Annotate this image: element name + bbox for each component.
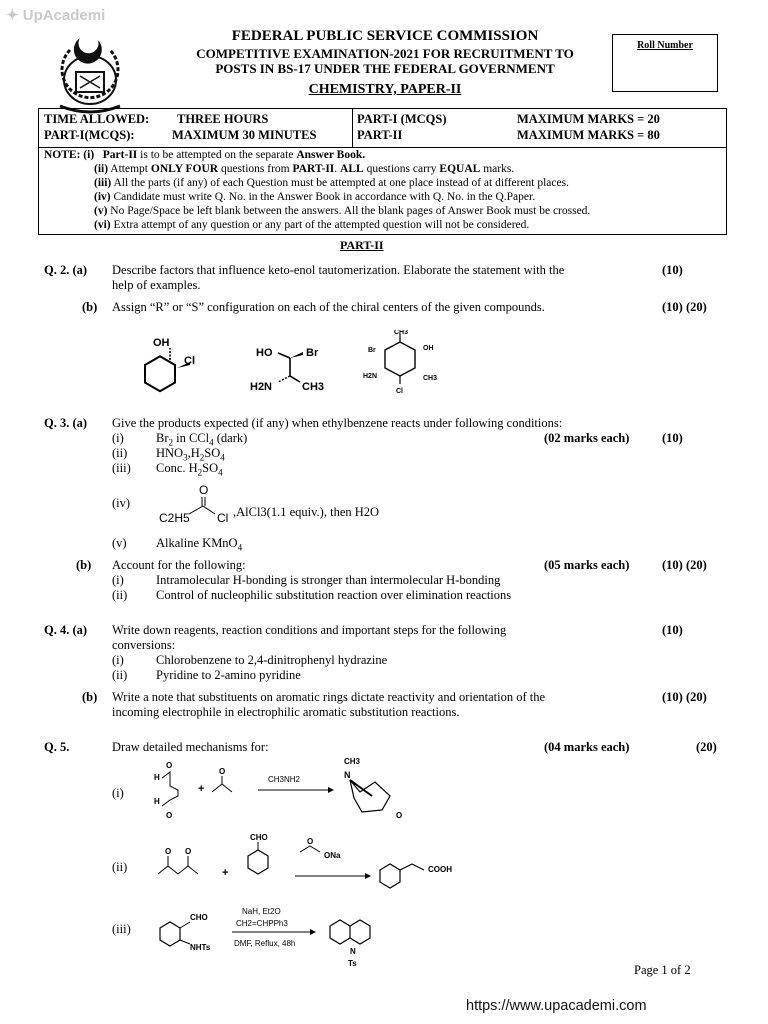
- q3b-i-label: (i): [112, 573, 124, 587]
- exam-info-row: [39, 109, 726, 148]
- watermark-text: UpAcademi: [22, 7, 106, 24]
- q2b-label: (b): [82, 300, 98, 314]
- label-oh-2: OH: [423, 345, 434, 352]
- label-ona: ONa: [324, 851, 341, 860]
- q3b-ii-text: Control of nucleophilic substitution reaction over elimination reactions: [156, 588, 512, 602]
- part1-marks: MAXIMUM MARKS = 20: [517, 112, 660, 126]
- q4a-text-line1: Write down reagents, reaction conditions and important steps for the following: [112, 623, 507, 637]
- q2a-marks: (10): [662, 263, 683, 277]
- label-ch3nh2: CH3NH2: [268, 775, 301, 784]
- q3b-ii-label: (ii): [112, 588, 128, 602]
- roll-number-box[interactable]: [612, 34, 718, 92]
- label-br: Br: [306, 347, 319, 359]
- time-allowed-label: TIME ALLOWED:: [44, 112, 150, 126]
- label-o-anh2: O: [185, 847, 192, 856]
- plus-sign-2: +: [222, 867, 229, 879]
- q2a-text-line2: help of examples.: [112, 278, 201, 292]
- q3b-marks-each: (05 marks each): [544, 558, 630, 572]
- q2b-marks: (10) (20): [662, 300, 707, 314]
- q3b-text: Account for the following:: [112, 558, 246, 572]
- label-cho-2: CHO: [190, 913, 208, 922]
- exam-info-table: [38, 108, 727, 235]
- page-number: Page 1 of 2: [634, 963, 691, 977]
- exam-title-line2: POSTS IN BS-17 UNDER THE FEDERAL GOVERNMENT: [215, 61, 555, 76]
- label-o-anh1: O: [165, 847, 172, 856]
- q4b-text-line1: Write a note that substituents on aromatic rings dictate reactivity and orientation of the: [112, 690, 546, 704]
- q5-text: Draw detailed mechanisms for:: [112, 740, 269, 754]
- q5-number: Q. 5.: [44, 740, 70, 754]
- q3a-iv-reagent: ,AlCl3(1.1 equiv.), then H2O: [233, 505, 380, 519]
- label-ch3: CH3: [302, 381, 325, 393]
- note-5: (v) No Page/Space be left blank between the answers. All the blank pages of Answer Book must be crossed.: [94, 205, 591, 217]
- label-ts: Ts: [348, 959, 357, 968]
- roll-number-label: Roll Number: [637, 40, 693, 51]
- q5-i-label: (i): [112, 786, 124, 800]
- q5-ii-reaction: [150, 834, 500, 894]
- label-nah: NaH, Et2O: [242, 907, 281, 916]
- exam-title-line1: COMPETITIVE EXAMINATION-2021 FOR RECRUITMENT TO: [196, 46, 574, 61]
- q3b-label: (b): [76, 558, 92, 572]
- label-ch3-right: CH3: [423, 375, 438, 382]
- q3a-v-text: Alkaline KMnO$_4$: [156, 536, 243, 553]
- exam-title: [150, 46, 620, 76]
- q4a-i-label: (i): [112, 653, 124, 667]
- time-allowed-value: THREE HOURS: [177, 112, 269, 126]
- q3b-marks: (10) (20): [662, 558, 707, 572]
- website-link[interactable]: https://www.upacademi.com: [466, 998, 647, 1014]
- label-h-2: H: [154, 797, 160, 806]
- label-dmf: DMF, Reflux, 48h: [234, 939, 296, 948]
- label-o-2: O: [166, 811, 173, 820]
- label-br-2: Br: [368, 347, 376, 354]
- q2b-text: Assign “R” or “S” configuration on each of the chiral centers of the given compounds.: [112, 300, 545, 314]
- label-n: N: [344, 770, 351, 780]
- q3b-i-text: Intramolecular H-bonding is stronger than intermolecular H-bonding: [156, 573, 501, 587]
- part-ii-heading: PART-II: [340, 238, 384, 252]
- q4a-ii-text: Pyridine to 2-amino pyridine: [156, 668, 301, 682]
- table-divider: [352, 109, 353, 147]
- q4b-marks: (10) (20): [662, 690, 707, 704]
- label-cho: CHO: [250, 834, 268, 842]
- note-4: (iv) Candidate must write Q. No. in the Answer Book in accordance with Q. No. in the Q.Paper.: [94, 191, 536, 203]
- q3a-text: Give the products expected (if any) when ethylbenzene reacts under following conditions:: [112, 416, 563, 430]
- q3a-ii-label: (ii): [112, 446, 128, 460]
- q4a-i-text: Chlorobenzene to 2,4-dinitrophenyl hydrazine: [156, 653, 388, 667]
- label-cl-3: Cl: [217, 511, 229, 525]
- propanoyl-chloride-structure: [155, 480, 245, 530]
- amino-alcohol-structure: [250, 347, 324, 393]
- watermark-logo: [6, 6, 105, 24]
- logo-icon: ✦: [6, 7, 19, 24]
- label-oh: OH: [153, 337, 170, 349]
- plus-sign: +: [198, 783, 205, 795]
- q3a-marks: (10): [662, 431, 683, 445]
- q3-number: Q. 3. (a): [44, 416, 88, 430]
- part1-time-value: MAXIMUM 30 MINUTES: [172, 128, 317, 142]
- q5-ii-label: (ii): [112, 860, 128, 874]
- q4a-ii-label: (ii): [112, 668, 128, 682]
- part1-label: PART-I (MCQS): [357, 112, 447, 126]
- q5-marks-each: (04 marks each): [544, 740, 630, 754]
- q4b-text-line2: incoming electrophile in electrophilic aromatic substitution reactions.: [112, 705, 460, 719]
- paper-title: CHEMISTRY, PAPER-II: [308, 82, 462, 97]
- label-ch3-tropinone: CH3: [344, 757, 361, 766]
- note-3: (iii) All the parts (if any) of each Question must be attempted at one place instead of at different places.: [94, 177, 569, 189]
- government-seal-icon: [40, 30, 140, 120]
- label-o-1: O: [166, 761, 173, 770]
- note-1: NOTE: (i) Part-II is to be attempted on the separate Answer Book.: [44, 149, 366, 161]
- q5-iii-reaction: [150, 902, 410, 970]
- q3a-i-label: (i): [112, 431, 124, 445]
- q3a-ii-text: $HNO_3,H_2SO_4$: [156, 446, 225, 463]
- label-o-acetate: O: [307, 837, 314, 846]
- q4a-marks: (10): [662, 623, 683, 637]
- q2-structures: [130, 330, 460, 410]
- label-nhts: NHTs: [190, 943, 211, 952]
- label-o: O: [199, 483, 209, 497]
- label-cooh: COOH: [428, 865, 452, 874]
- q2-number: Q. 2. (a): [44, 263, 88, 277]
- label-h-1: H: [154, 773, 160, 782]
- q3a-i-text: $Br_2$ in CCl$_4$ (dark): [156, 431, 248, 448]
- q4-number: Q. 4. (a): [44, 623, 88, 637]
- part1-time-label: PART-I(MCQS):: [44, 128, 135, 142]
- label-o-3: O: [219, 767, 226, 776]
- note-6: (vi) Extra attempt of any question or any part of the attempted question will not be considered.: [94, 219, 530, 231]
- q3a-marks-each: (02 marks each): [544, 431, 630, 445]
- label-cl-2: Cl: [396, 388, 403, 395]
- substituted-cyclohexane-structure: [363, 330, 437, 395]
- label-o-4: O: [396, 811, 403, 820]
- label-h2n: H2N: [250, 381, 273, 393]
- q5-iii-label: (iii): [112, 922, 131, 936]
- q2a-text-line1: Describe factors that influence keto-enol tautomerization. Elaborate the statement with the: [112, 263, 565, 277]
- q3a-iii-text: Conc. $H_2SO_4$: [156, 461, 223, 478]
- q3a-iv-label: (iv): [112, 496, 131, 510]
- part2-label: PART-II: [357, 128, 403, 142]
- label-n-2: N: [350, 947, 356, 956]
- q4b-label: (b): [82, 690, 98, 704]
- label-h2n-2: H2N: [363, 373, 378, 380]
- q5-i-reaction: [150, 752, 450, 824]
- q3a-v-label: (v): [112, 536, 127, 550]
- q5-marks: (20): [696, 740, 717, 754]
- label-ho: HO: [256, 347, 273, 359]
- label-ch3-top: CH3: [394, 330, 409, 336]
- commission-title: FEDERAL PUBLIC SERVICE COMMISSION: [231, 28, 539, 44]
- instructions-notes: [39, 148, 726, 234]
- note-2: (ii) Attempt ONLY FOUR questions from PART-II. ALL questions carry EQUAL marks.: [94, 163, 515, 175]
- cyclohexane-structure: [145, 337, 195, 391]
- label-c2h5: C2H5: [159, 511, 190, 525]
- label-ylide: CH2=CHPPh3: [236, 919, 288, 928]
- q3a-iii-label: (iii): [112, 461, 131, 475]
- label-cl: Cl: [184, 355, 195, 367]
- part2-marks: MAXIMUM MARKS = 80: [517, 128, 660, 142]
- q4a-text-line2: conversions:: [112, 638, 176, 652]
